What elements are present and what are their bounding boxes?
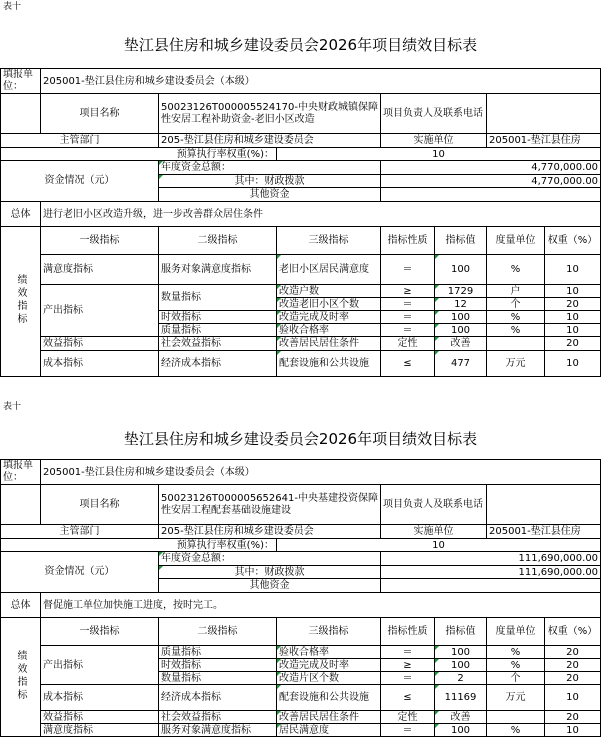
indicator-l3: 改善居民居住条件 bbox=[277, 711, 381, 724]
indicator-unit: 万元 bbox=[487, 685, 545, 711]
indicator-l2: 社会效益指标 bbox=[159, 711, 277, 724]
indicator-unit: 个 bbox=[487, 298, 545, 311]
indicator-weight: 10 bbox=[545, 351, 601, 377]
dept-label: 主管部门 bbox=[1, 134, 159, 148]
indicator-value: 11169 bbox=[435, 685, 487, 711]
indicator-l3: 改造完成及时率 bbox=[277, 659, 381, 672]
indicator-weight: 20 bbox=[545, 337, 601, 351]
total-funds-value: 4,770,000.00 bbox=[381, 161, 601, 175]
col-l3-header: 三级指标 bbox=[277, 227, 381, 255]
total-funds-label: 年度资金总额： bbox=[159, 161, 381, 175]
budget-weight-label: 预算执行率权重(%)： bbox=[1, 148, 277, 161]
col-weight-header: 权重（%） bbox=[545, 618, 601, 646]
indicator-unit: % bbox=[487, 324, 545, 337]
col-value-header: 指标值 bbox=[435, 227, 487, 255]
indicator-unit: 户 bbox=[487, 285, 545, 298]
project-owner-value bbox=[487, 485, 601, 525]
impl-unit-value: 205001-垫江县住房 bbox=[487, 134, 601, 148]
indicator-value: 2 bbox=[435, 672, 487, 685]
indicator-unit: 个 bbox=[487, 672, 545, 685]
indicator-l2: 经济成本指标 bbox=[159, 351, 277, 377]
sheet-title: 垫江县住房和城乡建设委员会2026年项目绩效目标表 bbox=[123, 36, 478, 54]
indicator-weight: 10 bbox=[545, 324, 601, 337]
fiscal-funds-value: 111,690,000.00 bbox=[381, 566, 601, 579]
indicator-l1: 成本指标 bbox=[41, 685, 159, 711]
col-value-header: 指标值 bbox=[435, 618, 487, 646]
indicator-weight: 20 bbox=[545, 298, 601, 311]
indicator-nature: ≤ bbox=[381, 685, 435, 711]
indicator-weight: 20 bbox=[545, 646, 601, 659]
impl-unit-value: 205001-垫江县住房 bbox=[487, 525, 601, 539]
funds-label: 资金情况（元） bbox=[1, 552, 159, 593]
indicator-value: 100 bbox=[435, 646, 487, 659]
indicator-nature: ＝ bbox=[381, 324, 435, 337]
col-unit-header: 度量单位 bbox=[487, 227, 545, 255]
indicator-nature: 定性 bbox=[381, 337, 435, 351]
impl-unit-label: 实施单位 bbox=[381, 134, 487, 148]
table-row bbox=[1, 351, 601, 377]
indicator-nature: ≥ bbox=[381, 285, 435, 298]
budget-weight-value: 10 bbox=[277, 148, 601, 161]
overall-text: 督促施工单位加快施工进度，按时完工。 bbox=[41, 593, 601, 618]
indicator-unit bbox=[487, 337, 545, 351]
indicator-value: 12 bbox=[435, 298, 487, 311]
indicator-unit bbox=[487, 711, 545, 724]
col-l1-header: 一级指标 bbox=[41, 618, 159, 646]
indicator-l1: 效益指标 bbox=[41, 711, 159, 724]
indicator-l3: 居民满意度 bbox=[277, 724, 381, 737]
col-unit-header: 度量单位 bbox=[487, 618, 545, 646]
project-name-label: 项目名称 bbox=[41, 485, 159, 525]
indicator-unit: % bbox=[487, 724, 545, 737]
col-l3-header: 三级指标 bbox=[277, 618, 381, 646]
dept-value: 205-垫江县住房和城乡建设委员会 bbox=[159, 134, 381, 148]
indicator-l2: 质量指标 bbox=[159, 324, 277, 337]
dept-label: 主管部门 bbox=[1, 525, 159, 539]
indicator-value: 100 bbox=[435, 724, 487, 737]
project-owner-label: 项目负责人及联系电话 bbox=[381, 485, 487, 525]
indicator-l1: 满意度指标 bbox=[41, 255, 159, 285]
total-funds-value: 111,690,000.00 bbox=[381, 552, 601, 566]
page-label: 表十 bbox=[3, 402, 22, 412]
impl-unit-label: 实施单位 bbox=[381, 525, 487, 539]
indicator-l3: 老旧小区居民满意度 bbox=[277, 255, 381, 285]
indicator-l3: 配套设施和公共设施 bbox=[277, 685, 381, 711]
table-row bbox=[1, 711, 601, 724]
overall-label: 总体 bbox=[1, 593, 41, 618]
indicator-value: 100 bbox=[435, 255, 487, 285]
budget-weight-label: 预算执行率权重(%)： bbox=[1, 539, 277, 552]
indicator-l2: 社会效益指标 bbox=[159, 337, 277, 351]
indicator-nature: ＝ bbox=[381, 311, 435, 324]
indicator-l2: 数量指标 bbox=[159, 672, 277, 685]
indicator-nature: ≤ bbox=[381, 351, 435, 377]
fill-unit-value: 205001-垫江县住房和城乡建设委员会（本级） bbox=[41, 69, 601, 94]
indicator-unit: % bbox=[487, 659, 545, 672]
col-l2-header: 二级指标 bbox=[159, 618, 277, 646]
other-funds-value bbox=[381, 579, 601, 593]
indicator-l3: 配套设施和公共设施 bbox=[277, 351, 381, 377]
indicator-value: 改善 bbox=[435, 711, 487, 724]
indicator-l2: 服务对象满意度指标 bbox=[159, 255, 277, 285]
project-owner-label: 项目负责人及联系电话 bbox=[381, 94, 487, 134]
other-funds-value bbox=[381, 188, 601, 202]
fiscal-funds-label: 其中：财政拨款 bbox=[159, 566, 381, 579]
performance-sheet-2 bbox=[0, 400, 601, 738]
dept-value: 205-垫江县住房和城乡建设委员会 bbox=[159, 525, 381, 539]
indicator-l2: 时效指标 bbox=[159, 311, 277, 324]
perf-label-cell bbox=[1, 618, 41, 737]
overall-label: 总体 bbox=[1, 202, 41, 227]
col-nature-header: 指标性质 bbox=[381, 618, 435, 646]
indicator-nature: ＝ bbox=[381, 646, 435, 659]
perf-label: 绩效指标 bbox=[15, 274, 26, 326]
indicator-unit: % bbox=[487, 646, 545, 659]
fill-unit-label: 填报单位： bbox=[1, 69, 41, 94]
indicator-l3: 验收合格率 bbox=[277, 646, 381, 659]
fill-unit-label: 填报单位： bbox=[1, 460, 41, 485]
indicator-l2: 经济成本指标 bbox=[159, 685, 277, 711]
page-label: 表十 bbox=[3, 2, 22, 12]
indicator-l3: 改善居民居住条件 bbox=[277, 337, 381, 351]
budget-weight-value: 10 bbox=[277, 539, 601, 552]
indicator-l1: 产出指标 bbox=[41, 646, 159, 685]
indicator-value: 477 bbox=[435, 351, 487, 377]
table-row bbox=[1, 646, 601, 659]
indicator-l2: 服务对象满意度指标 bbox=[159, 724, 277, 737]
indicator-value: 改善 bbox=[435, 337, 487, 351]
indicator-unit: % bbox=[487, 255, 545, 285]
indicator-nature: ＝ bbox=[381, 672, 435, 685]
funds-label: 资金情况（元） bbox=[1, 161, 159, 202]
table-row bbox=[1, 255, 601, 285]
indicator-weight: 10 bbox=[545, 685, 601, 711]
project-name-label: 项目名称 bbox=[41, 94, 159, 134]
indicator-l1: 效益指标 bbox=[41, 337, 159, 351]
indicator-l1: 产出指标 bbox=[41, 285, 159, 337]
indicator-weight: 20 bbox=[545, 711, 601, 724]
indicator-unit: 万元 bbox=[487, 351, 545, 377]
fill-unit-value: 205001-垫江县住房和城乡建设委员会（本级） bbox=[41, 460, 601, 485]
indicator-value: 100 bbox=[435, 324, 487, 337]
indicator-nature: ＝ bbox=[381, 255, 435, 285]
perf-label-cell bbox=[1, 227, 41, 377]
project-name-value: 50023126T000005524170-中央财政城镇保障性安居工程补助资金-老旧小区改造 bbox=[159, 94, 381, 134]
indicator-l1: 满意度指标 bbox=[41, 724, 159, 737]
indicator-nature: ＝ bbox=[381, 724, 435, 737]
other-funds-label: 其他资金 bbox=[159, 579, 381, 593]
indicator-value: 100 bbox=[435, 659, 487, 672]
indicator-l3: 改造老旧小区个数 bbox=[277, 298, 381, 311]
indicator-l3: 改造完成及时率 bbox=[277, 311, 381, 324]
sheet-title: 垫江县住房和城乡建设委员会2026年项目绩效目标表 bbox=[123, 430, 478, 448]
fiscal-funds-value: 4,770,000.00 bbox=[381, 175, 601, 188]
overall-text: 进行老旧小区改造升级，进一步改善群众居住条件 bbox=[41, 202, 601, 227]
indicator-value: 100 bbox=[435, 311, 487, 324]
indicator-weight: 10 bbox=[545, 255, 601, 285]
col-weight-header: 权重（%） bbox=[545, 227, 601, 255]
indicator-nature: ＝ bbox=[381, 298, 435, 311]
indicator-l3: 改造片区个数 bbox=[277, 672, 381, 685]
indicator-l2: 质量指标 bbox=[159, 646, 277, 659]
indicator-weight: 20 bbox=[545, 672, 601, 685]
col-l1-header: 一级指标 bbox=[41, 227, 159, 255]
indicator-weight: 10 bbox=[545, 311, 601, 324]
total-funds-label: 年度资金总额： bbox=[159, 552, 381, 566]
indicator-l1: 成本指标 bbox=[41, 351, 159, 377]
table-row bbox=[1, 685, 601, 711]
indicator-l2: 数量指标 bbox=[159, 285, 277, 311]
col-l2-header: 二级指标 bbox=[159, 227, 277, 255]
indicator-l2: 时效指标 bbox=[159, 659, 277, 672]
perf-label: 绩效指标 bbox=[15, 649, 26, 702]
performance-table bbox=[0, 68, 601, 377]
indicator-unit: % bbox=[487, 311, 545, 324]
indicator-nature: 定性 bbox=[381, 711, 435, 724]
table-row bbox=[1, 285, 601, 298]
indicator-weight: 10 bbox=[545, 724, 601, 737]
project-owner-value bbox=[487, 94, 601, 134]
table-row bbox=[1, 724, 601, 737]
indicator-value: 1729 bbox=[435, 285, 487, 298]
indicator-l3: 改造户数 bbox=[277, 285, 381, 298]
indicator-nature: ≥ bbox=[381, 659, 435, 672]
other-funds-label: 其他资金 bbox=[159, 188, 381, 202]
col-nature-header: 指标性质 bbox=[381, 227, 435, 255]
project-name-value: 50023126T000005652641-中央基建投资保障性安居工程配套基础设施建设 bbox=[159, 485, 381, 525]
table-row bbox=[1, 337, 601, 351]
performance-table bbox=[0, 459, 601, 737]
indicator-l3: 验收合格率 bbox=[277, 324, 381, 337]
indicator-weight: 20 bbox=[545, 659, 601, 672]
indicator-weight: 10 bbox=[545, 285, 601, 298]
fiscal-funds-label: 其中：财政拨款 bbox=[159, 175, 381, 188]
